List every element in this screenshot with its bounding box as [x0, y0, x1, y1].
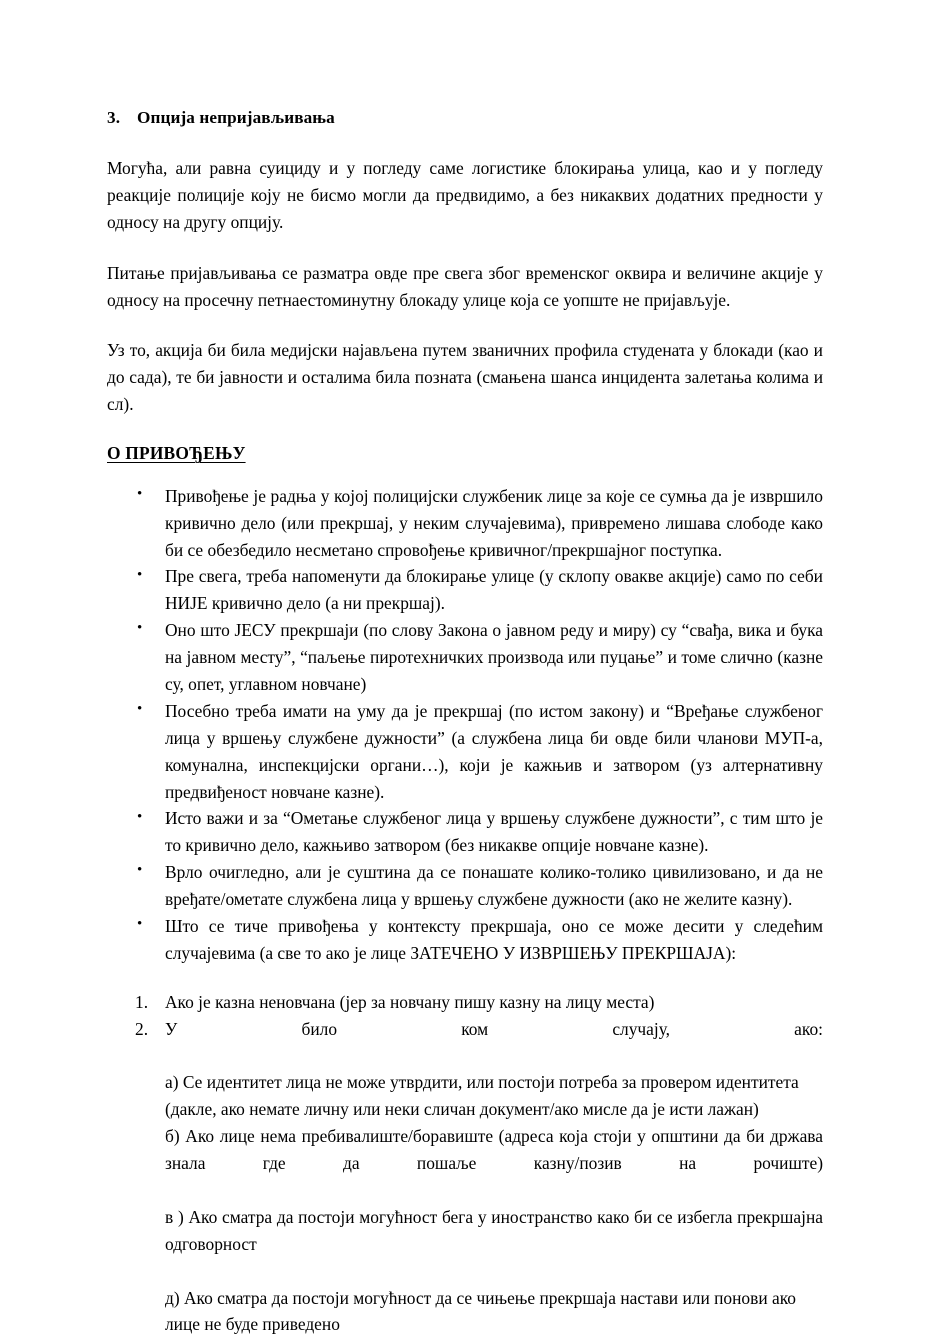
list-item: • Што се тиче привођења у контексту прекршаја, оно се може десити у следећим случајевима (а све то ако је лице ЗАТЕЧЕНО У ИЗВРШЕЊУ ПРЕКРШАЈА):: [107, 913, 823, 967]
section-heading-label: О ПРИВОЂЕЊУ: [107, 443, 246, 464]
paragraph: Питање пријављивања се разматра овде пре свега због временског оквира и величине акције у односу на просечну петнаестоминутну блокаду улице која се уопште не пријављује.: [107, 262, 823, 310]
numbered-list-item: [107, 1016, 823, 1338]
list-item-text: У било ком случају, ако:: [165, 1018, 823, 1039]
paragraph: Могућа, али равна суициду и у погледу саме логистике блокирања улица, као и у погледу реакције полиције коју не бисмо могли да предвидимо, а без никаквих додатних предности у односу на другу опцију.: [107, 158, 823, 232]
numbered-list: [107, 989, 823, 1338]
heading-title: Опција непријављивања: [137, 108, 335, 127]
sub-item: д) Ако сматра да постоји могућност да се чињење прекршаја настави или понови ако лице не буде приведено: [165, 1287, 796, 1335]
list-item-text: Ако је казна неновчана (јер за новчану пишу казну на лицу места): [165, 991, 655, 1012]
sub-item: в ) Ако сматра да постоји могућност бега у иностранство како би се избегла прекршајна одговорност: [165, 1206, 823, 1254]
list-item-marker: 1.: [135, 991, 149, 1012]
list-item: • Посебно треба имати на уму да је прекршај (по истом закону) и “Вређање службеног лица у вршењу службене дужности” (а службена лица би овде били чланови МУП-а, комунална, инспекцијски органи…), који је кажњив и затвором (уз алтернативну предвиђеност новчане казне).: [107, 698, 823, 806]
page-title: [107, 107, 823, 129]
document-content: [107, 107, 823, 1338]
section-heading: [107, 442, 823, 465]
paragraph: Уз то, акција би била медијски најављена путем званичних профила студената у блокади (као и до сада), те би јавности и осталима била позната (смањена шанса инцидента залетања колима и сл).: [107, 340, 823, 415]
list-item: • Привођење је радња у којој полицијски службеник лице за које се сумња да је извршило кривично дело (или прекршај, у неким случајевима), привремено лишава слободе како би се обезбедило несметано спровођење кривичног/прекршајног поступка.: [107, 483, 823, 564]
list-item-marker: 2.: [135, 1018, 149, 1039]
list-item: • Оно што ЈЕСУ прекршаји (по слову Закона о јавном реду и миру) су “свађа, вика и бука на јавном месту”, “паљење пиротехничких производа или пуцање” и томе слично (казне су, опет, углавном новчане): [107, 617, 823, 698]
sub-item: а) Се идентитет лица не може утврдити, или постоји потреба за провером идентитета (дакле, ако немате личну или неки сличан документ/ако мисле да је исти лажан): [165, 1072, 799, 1120]
list-item: • Исто важи и за “Ометање службеног лица у вршењу службене дужности”, с тим што је то кривично дело, кажњиво затвором (без никакве опције новчане казне).: [107, 805, 823, 859]
list-item: • Пре свега, треба напоменути да блокирање улице (у склопу овакве акције) само по себи НИЈЕ кривично дело (а ни прекршај).: [107, 563, 823, 617]
bullet-list: [107, 483, 823, 967]
numbered-list-item: [107, 989, 823, 1016]
heading-number: 3.: [107, 108, 121, 127]
sub-item: б) Ако лице нема пребивалиште/боравиште (адреса која стоји у општини да би држава знала где да пошаље казну/позив на рочиште): [165, 1126, 823, 1174]
list-item: • Врло очигледно, али је суштина да се понашате колико-толико цивилизовано, и да не вређате/ометате службена лица у вршењу службене дужности (ако не желите казну).: [107, 859, 823, 913]
